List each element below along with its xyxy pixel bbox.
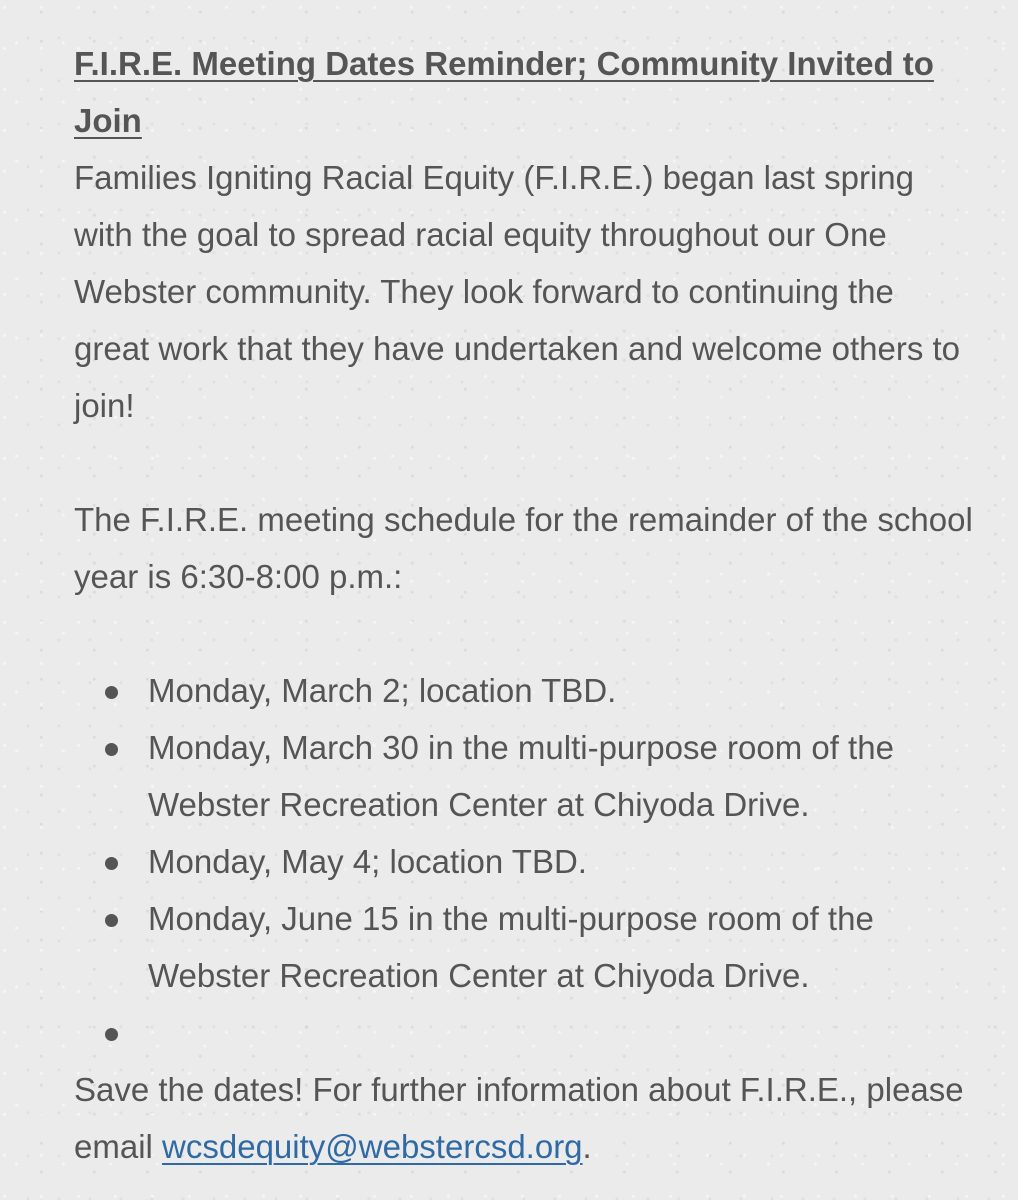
meeting-date: Monday, March 2; location TBD. [148, 672, 617, 709]
list-item [148, 1004, 974, 1061]
article-headline[interactable]: F.I.R.E. Meeting Dates Reminder; Community Invited to Join [74, 45, 934, 139]
spacer [74, 605, 974, 662]
list-item [148, 662, 974, 719]
intro-paragraph: Families Igniting Racial Equity (F.I.R.E.) began last spring with the goal to spread racial equity throughout our One Webster community. They look forward to continuing the great work that they have undertaken and welcome others to join! [74, 159, 961, 424]
meeting-date: Monday, June 15 in the multi-purpose room of the Webster Recreation Center at Chiyoda Drive. [148, 900, 874, 994]
bullet-icon [105, 1028, 118, 1041]
closing-text: Save the dates! For further information about F.I.R.E., please email [74, 1071, 964, 1165]
meeting-date: Monday, March 30 in the multi-purpose room of the Webster Recreation Center at Chiyoda Drive. [148, 729, 894, 823]
list-item [148, 890, 974, 1004]
spacer [74, 434, 974, 491]
schedule-intro: The F.I.R.E. meeting schedule for the remainder of the school year is 6:30-8:00 p.m.: [74, 501, 973, 595]
list-item [148, 719, 974, 833]
list-item [148, 833, 974, 890]
bullet-icon [105, 857, 118, 870]
closing-paragraph [74, 1061, 974, 1175]
meeting-dates-list [74, 662, 974, 1061]
bullet-icon [105, 686, 118, 699]
bullet-icon [105, 914, 118, 927]
article [74, 35, 974, 1175]
meeting-date: Monday, May 4; location TBD. [148, 843, 587, 880]
bullet-icon [105, 743, 118, 756]
email-link[interactable]: wcsdequity@webstercsd.org [162, 1128, 583, 1165]
closing-punctuation: . [582, 1128, 592, 1165]
